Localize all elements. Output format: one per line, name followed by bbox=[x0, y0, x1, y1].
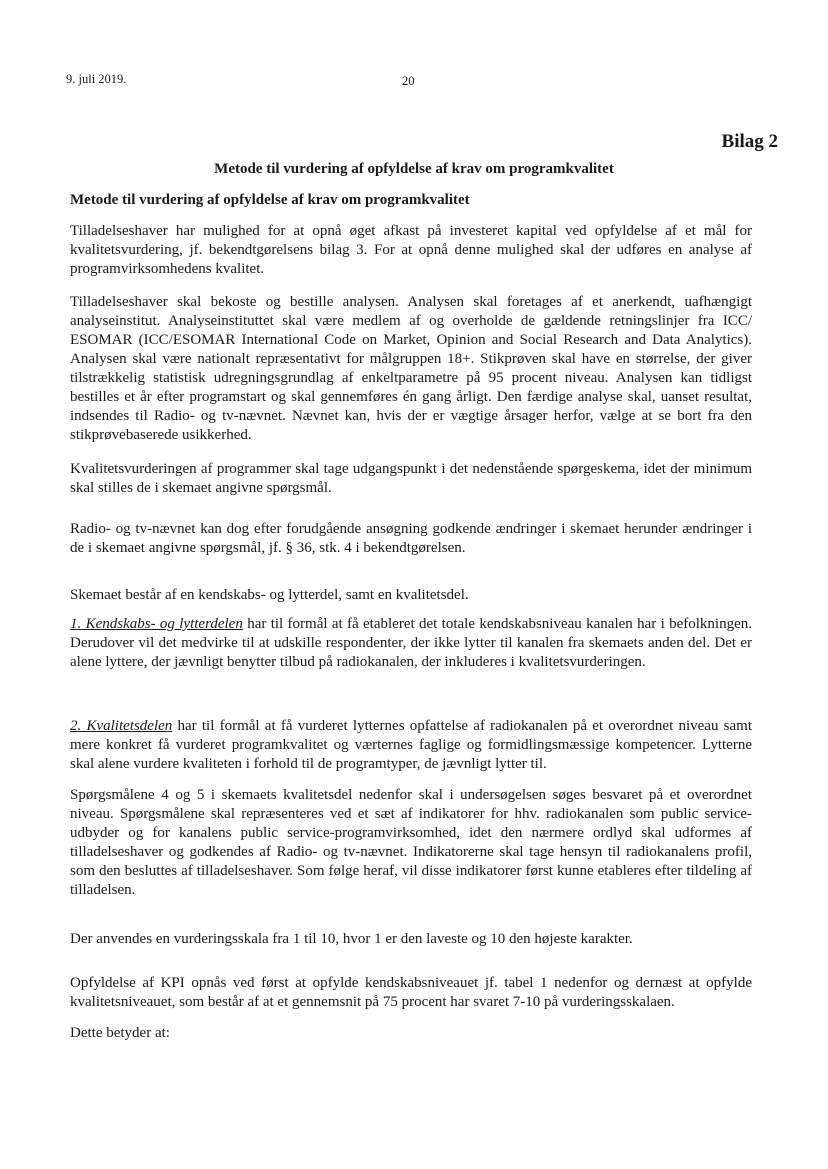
paragraph-text: Skemaet består af en kendskabs- og lytterdel, samt en kvalitetsdel. bbox=[70, 587, 469, 603]
paragraph-text: Tilladelseshaver skal bekoste og bestille analysen. Analysen skal foretages af et anerkendt, uafhængigt analyseinstitut. Analyseinstituttet skal være medlem af og overholde de gældende retningslinjer fra ICC/ ESOMAR (ICC/ESOMAR International Code on Market, Opinion and Social Research and Data Analytics). Analysen skal være nationalt repræsentativt for målgruppen 18+. Stikprøven skal have en størrelse, der giver tilstrækkelig statistisk udregningsgrundlag af enkeltparametre på 95 procent niveau. Analysen kan tidligst bestilles et år efter programstart og skal gennemføres én gang årligt. Den færdige analyse skal, uanset resultat, indsendes til Radio- og tv-nævnet. Nævnet kan, hvis der er vægtige årsager herfor, vælge at se bort fra den stikprøvebaserede usikkerhed. bbox=[70, 294, 752, 443]
section-heading: Metode til vurdering af opfyldelse af krav om programkvalitet bbox=[70, 192, 470, 208]
paragraph-text: Dette betyder at: bbox=[70, 1025, 170, 1041]
quality-part-label: 2. Kvalitetsdelen bbox=[70, 718, 173, 734]
header-date: 9. juli 2019. bbox=[66, 72, 127, 86]
paragraph-scale bbox=[70, 930, 752, 949]
paragraph-text: Der anvendes en vurderingsskala fra 1 til 10, hvor 1 er den laveste og 10 den højeste karakter. bbox=[70, 931, 633, 947]
paragraph-text bbox=[70, 717, 752, 774]
paragraph-awareness-part bbox=[70, 615, 752, 672]
paragraph-changes bbox=[70, 520, 752, 558]
paragraph-intro bbox=[70, 222, 752, 279]
paragraph-kpi bbox=[70, 974, 752, 1012]
paragraph-questionnaire bbox=[70, 460, 752, 498]
paragraph-questions bbox=[70, 786, 752, 900]
paragraph-text: Spørgsmålene 4 og 5 i skemaets kvalitetsdel nedenfor skal i undersøgelsen søges besvaret på et overordnet niveau. Spørgsmålene skal repræsenteres ved et sæt af indikatorer for hhv. radiokanalen som public service-udbyder og for kanalens public service-programvirksomhed, idet den nærmere ordlyd skal udformes af tilladelseshaver og godkendes af Radio- og tv-nævnet. Indikatorerne skal tage hensyn til radiokanalens profil, som den besluttes af tilladelseshaver. Som følge heraf, vil disse indikatorer først kunne etableres efter tildeling af tilladelsen. bbox=[70, 787, 752, 898]
paragraph-quality-part bbox=[70, 717, 752, 774]
quality-part-text: har til formål at få vurderet lytternes opfattelse af radiokanalen på et overordnet niveau samt mere konkret få vurderet programkvalitet og værternes faglige og formidlingsmæssige kompetencer. Lytterne skal alene vurdere kvaliteten i forhold til de programtyper, de jævnligt lytter til. bbox=[70, 718, 752, 772]
paragraph-text: Tilladelseshaver har mulighed for at opnå øget afkast på investeret kapital ved opfyldelse af et mål for kvalitetsvurdering, jf. bekendtgørelsens bilag 3. For at opnå denne mulighed skal der udføres en analyse af programvirksomhedens kvalitet. bbox=[70, 223, 752, 277]
paragraph-text: Radio- og tv-nævnet kan dog efter forudgående ansøgning godkende ændringer i skemaet herunder ændringer i de i skemaet angivne spørgsmål, jf. § 36, stk. 4 i bekendtgørelsen. bbox=[70, 521, 752, 556]
paragraph-text bbox=[70, 615, 752, 672]
paragraph-text: Kvalitetsvurderingen af programmer skal tage udgangspunkt i det nedenstående spørgeskema, idet der minimum skal stilles de i skemaet angivne spørgsmål. bbox=[70, 461, 752, 496]
awareness-part-text: har til formål at få etableret det totale kendskabsniveau kanalen har i befolkningen. Derudover vil det medvirke til at udskille respondenter, der ikke lytter til kanalen fra skemaets anden del. Det er alene lyttere, der jævnligt benytter tilbud på radiokanalen, der inkluderes i kvalitetsvurderingen. bbox=[70, 616, 753, 670]
paragraph-analysis bbox=[70, 293, 752, 445]
paragraph-structure bbox=[70, 586, 752, 605]
awareness-part-label: 1. Kendskabs- og lytterdelen bbox=[70, 616, 243, 632]
annex-label: Bilag 2 bbox=[721, 131, 778, 152]
page-number: 20 bbox=[402, 74, 415, 88]
document-title: Metode til vurdering af opfyldelse af krav om programkvalitet bbox=[214, 161, 614, 177]
paragraph-meaning bbox=[70, 1024, 752, 1043]
paragraph-text: Opfyldelse af KPI opnås ved først at opfylde kendskabsniveauet jf. tabel 1 nedenfor og dernæst at opfylde kvalitetsniveauet, som består af at et gennemsnit på 75 procent har svaret 7-10 på vurderingsskalaen. bbox=[70, 975, 752, 1010]
